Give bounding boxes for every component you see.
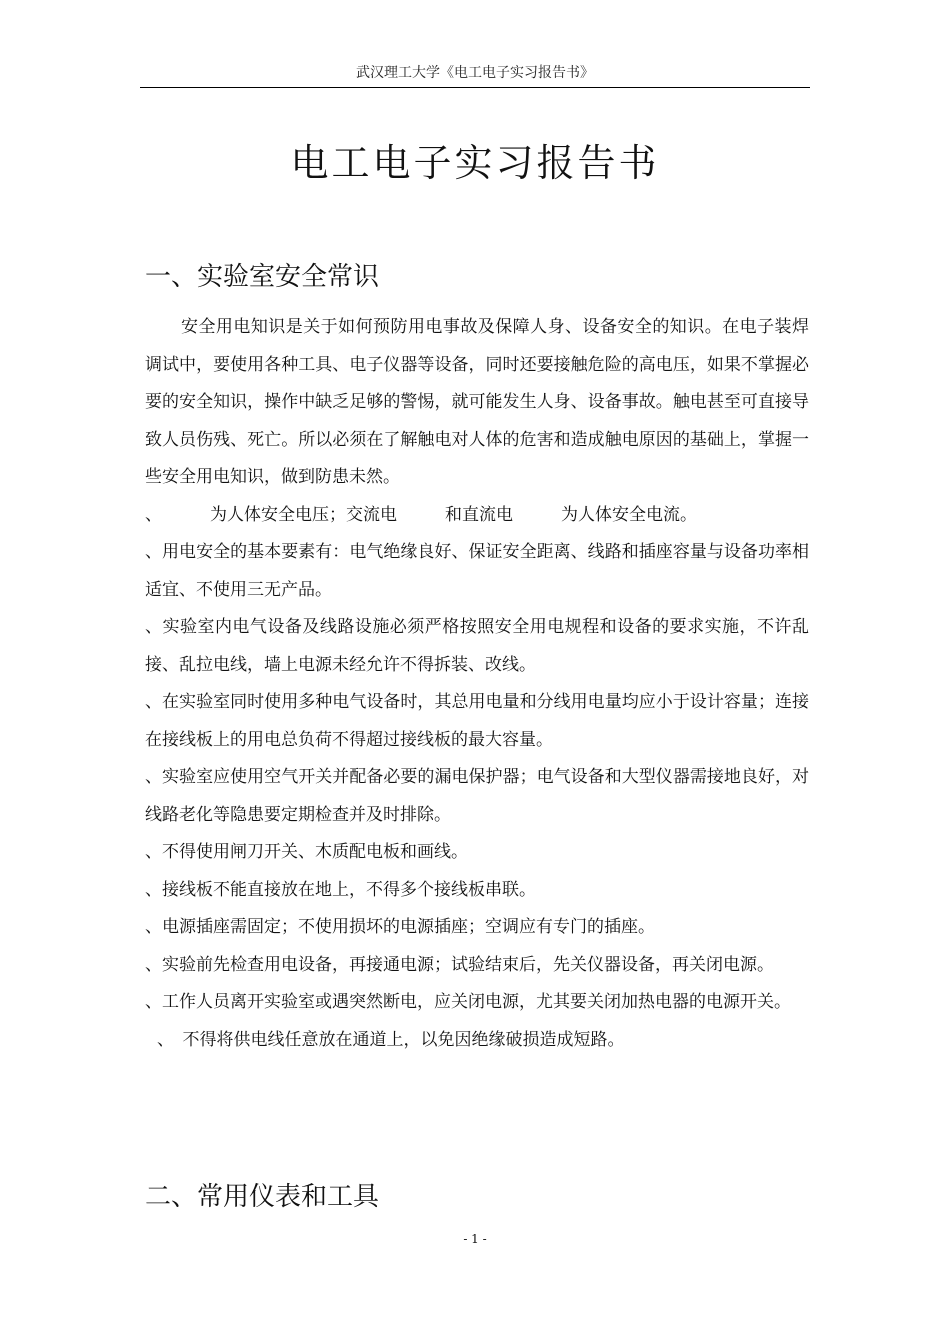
- list-item: 、 不得将供电线任意放在通道上，以免因绝缘破损造成短路。: [157, 1029, 625, 1050]
- section-body-safety: [145, 309, 809, 1059]
- list-item: 、实验室应使用空气开关并配备必要的漏电保护器；电气设备和大型仪器需接地良好，对线路老化等隐患要定期检查并及时排除。: [145, 767, 809, 825]
- list-item: 、工作人员离开实验室或遇突然断电，应关闭电源，尤其要关闭加热电器的电源开关。: [145, 992, 791, 1012]
- voltage-text-1: 为人体安全电压；交流电: [210, 504, 397, 525]
- list-item: 、用电安全的基本要素有：电气绝缘良好、保证安全距离、线路和插座容量与设备功率相适宜、不使用三无产品。: [145, 542, 809, 600]
- list-item: 、电源插座需固定；不使用损坏的电源插座；空调应有专门的插座。: [145, 917, 655, 937]
- list-item-prefix: 、: [145, 504, 162, 525]
- page-number: - 1 -: [463, 1232, 487, 1246]
- list-item: 、实验室内电气设备及线路设施必须严格按照安全用电规程和设备的要求实施，不许乱接、乱拉电线，墙上电源未经允许不得拆装、改线。: [145, 617, 809, 675]
- list-item: 、实验前先检查用电设备，再接通电源；试验结束后，先关仪器设备，再关闭电源。: [145, 954, 774, 975]
- running-header: 武汉理工大学《电工电子实习报告书》: [356, 65, 594, 81]
- header-divider: [140, 87, 810, 88]
- list-item: 、在实验室同时使用多种电气设备时，其总用电量和分线用电量均应小于设计容量；连接在接线板上的用电总负荷不得超过接线板的最大容量。: [145, 692, 809, 750]
- voltage-text-3: 为人体安全电流。: [561, 504, 697, 525]
- section-heading-safety: 一、实验室安全常识: [145, 262, 380, 292]
- section-heading-instruments: 二、常用仪表和工具: [145, 1182, 380, 1212]
- document-title: 电工电子实习报告书: [290, 141, 660, 185]
- intro-paragraph: 安全用电知识是关于如何预防用电事故及保障人身、设备安全的知识。在电子装焊调试中，要使用各种工具、电子仪器等设备，同时还要接触危险的高电压，如果不掌握必要的安全知识，操作中缺乏足够的警惕，就可能发生人身、设备事故。触电甚至可直接导致人员伤残、死亡。所以必须在了解触电对人体的危害和造成触电原因的基础上，掌握一些安全用电知识，做到防患未然。: [145, 317, 809, 487]
- list-item: 、不得使用闸刀开关、木质配电板和画线。: [145, 842, 468, 862]
- voltage-text-2: 和直流电: [445, 504, 513, 525]
- list-item-voltage: [145, 497, 809, 535]
- list-item: 、接线板不能直接放在地上，不得多个接线板串联。: [145, 879, 536, 900]
